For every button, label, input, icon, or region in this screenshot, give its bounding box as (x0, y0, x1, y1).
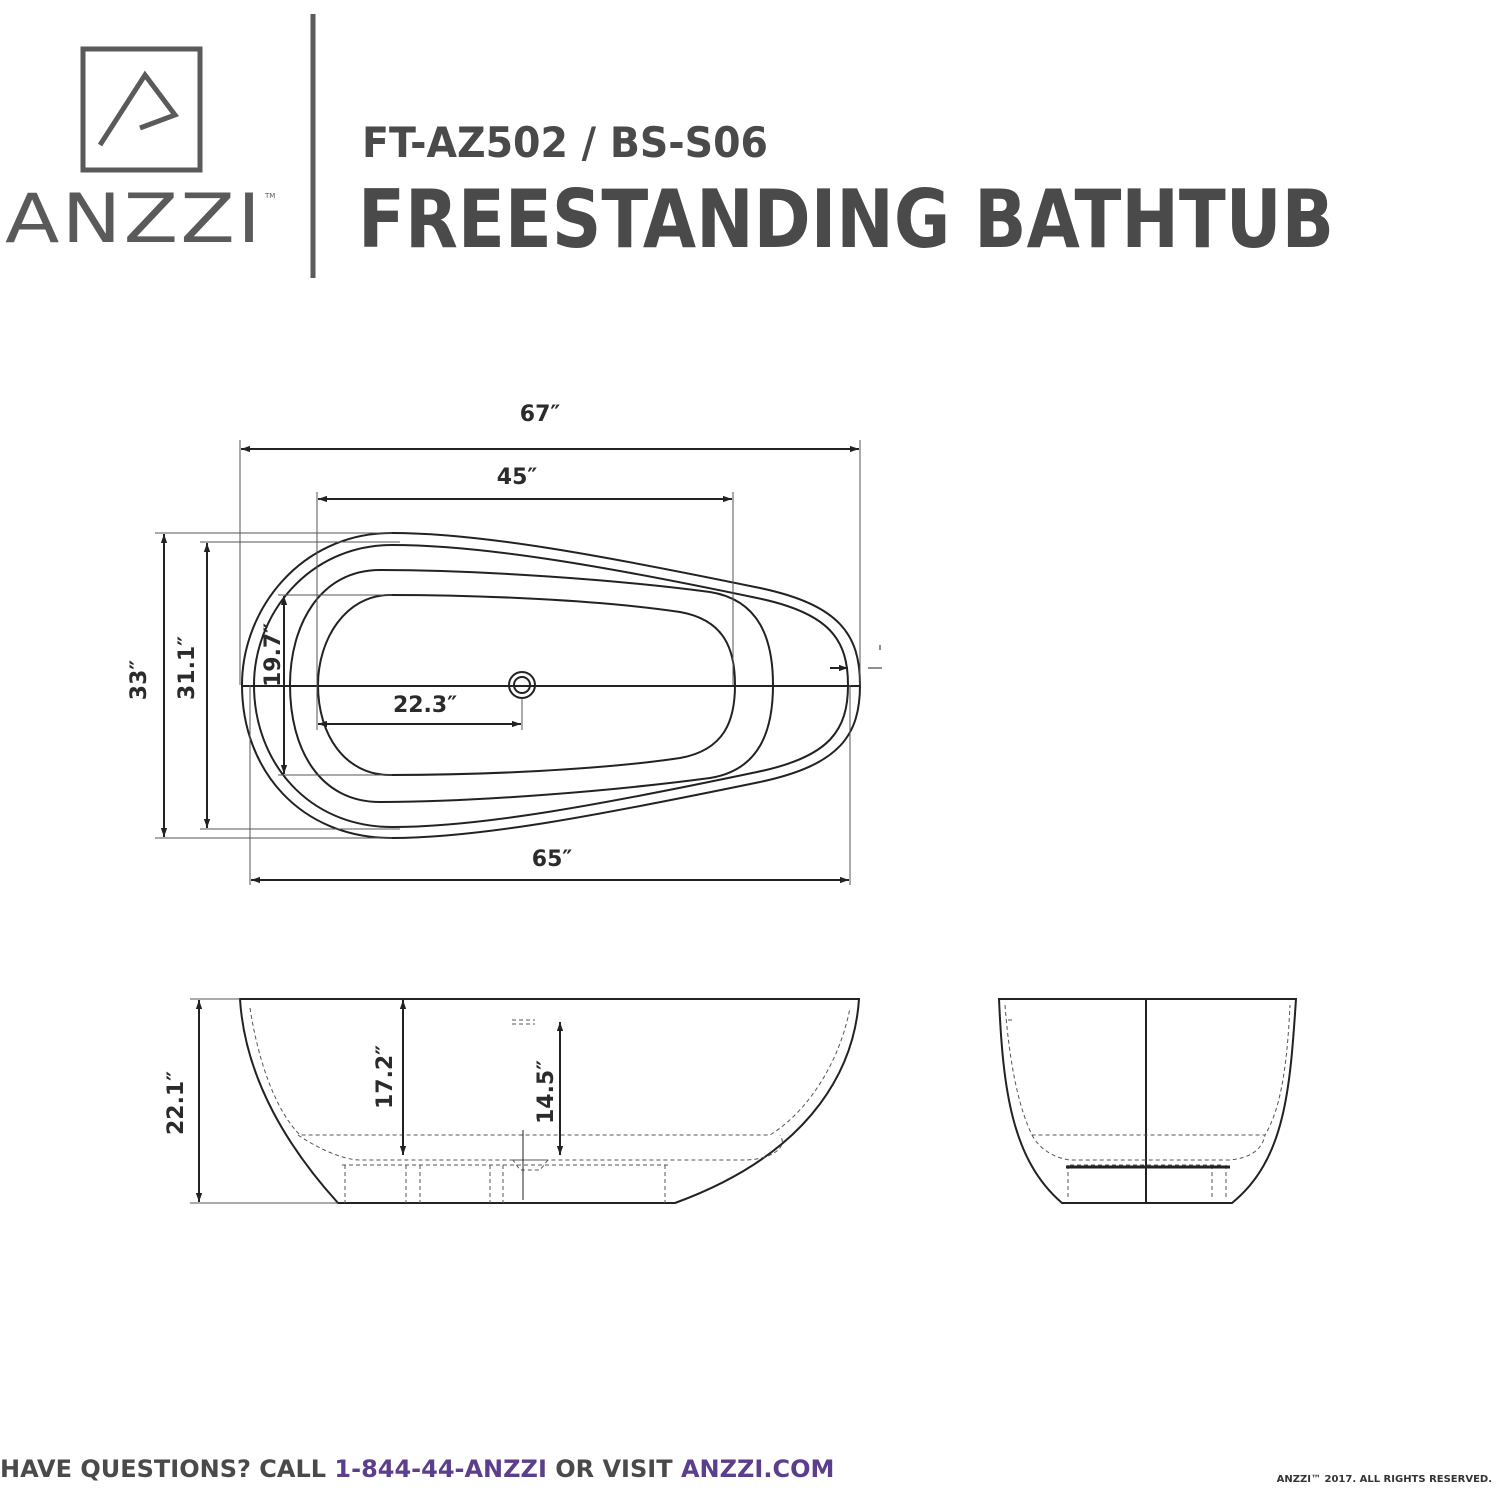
end-view (999, 999, 1296, 1203)
website-link[interactable]: ANZZI.COM (680, 1455, 835, 1483)
footer-prefix: HAVE QUESTIONS? CALL (0, 1455, 335, 1483)
dim-interior-length: 45″ (496, 465, 538, 490)
dim-drain-offset: 22.3″ (392, 693, 458, 718)
dim-overall-width: 33″ (127, 659, 152, 701)
dim-overall-length: 67″ (519, 402, 561, 427)
dim-overall-height: 22.1″ (164, 1070, 189, 1136)
dim-overflow-depth: 14.5″ (534, 1059, 559, 1125)
anzzi-logo (5, 49, 275, 259)
logo-square-icon (83, 49, 200, 170)
dim-base-length: 65″ (531, 847, 573, 872)
dim-interior-depth: 17.2″ (373, 1044, 398, 1110)
logo-wordmark: ANZZI (5, 180, 263, 259)
phone-link[interactable]: 1-844-44-ANZZI (334, 1455, 547, 1483)
copyright-notice: ANZZI™ 2017. ALL RIGHTS RESERVED. (1276, 1474, 1492, 1485)
logo-trademark: TM (265, 192, 276, 200)
end-outline (999, 999, 1296, 1203)
side-view (190, 999, 859, 1203)
footer-contact (0, 1455, 834, 1483)
logo-triangle-icon (100, 75, 175, 145)
model-number: FT-AZ502 / BS-S06 (362, 118, 768, 167)
page-title: FREESTANDING BATHTUB (358, 173, 1334, 266)
footer-middle: OR VISIT (546, 1455, 681, 1483)
dim-interior-width: 19.7″ (261, 622, 286, 688)
dim-width-inner: 31.1″ (175, 635, 200, 701)
